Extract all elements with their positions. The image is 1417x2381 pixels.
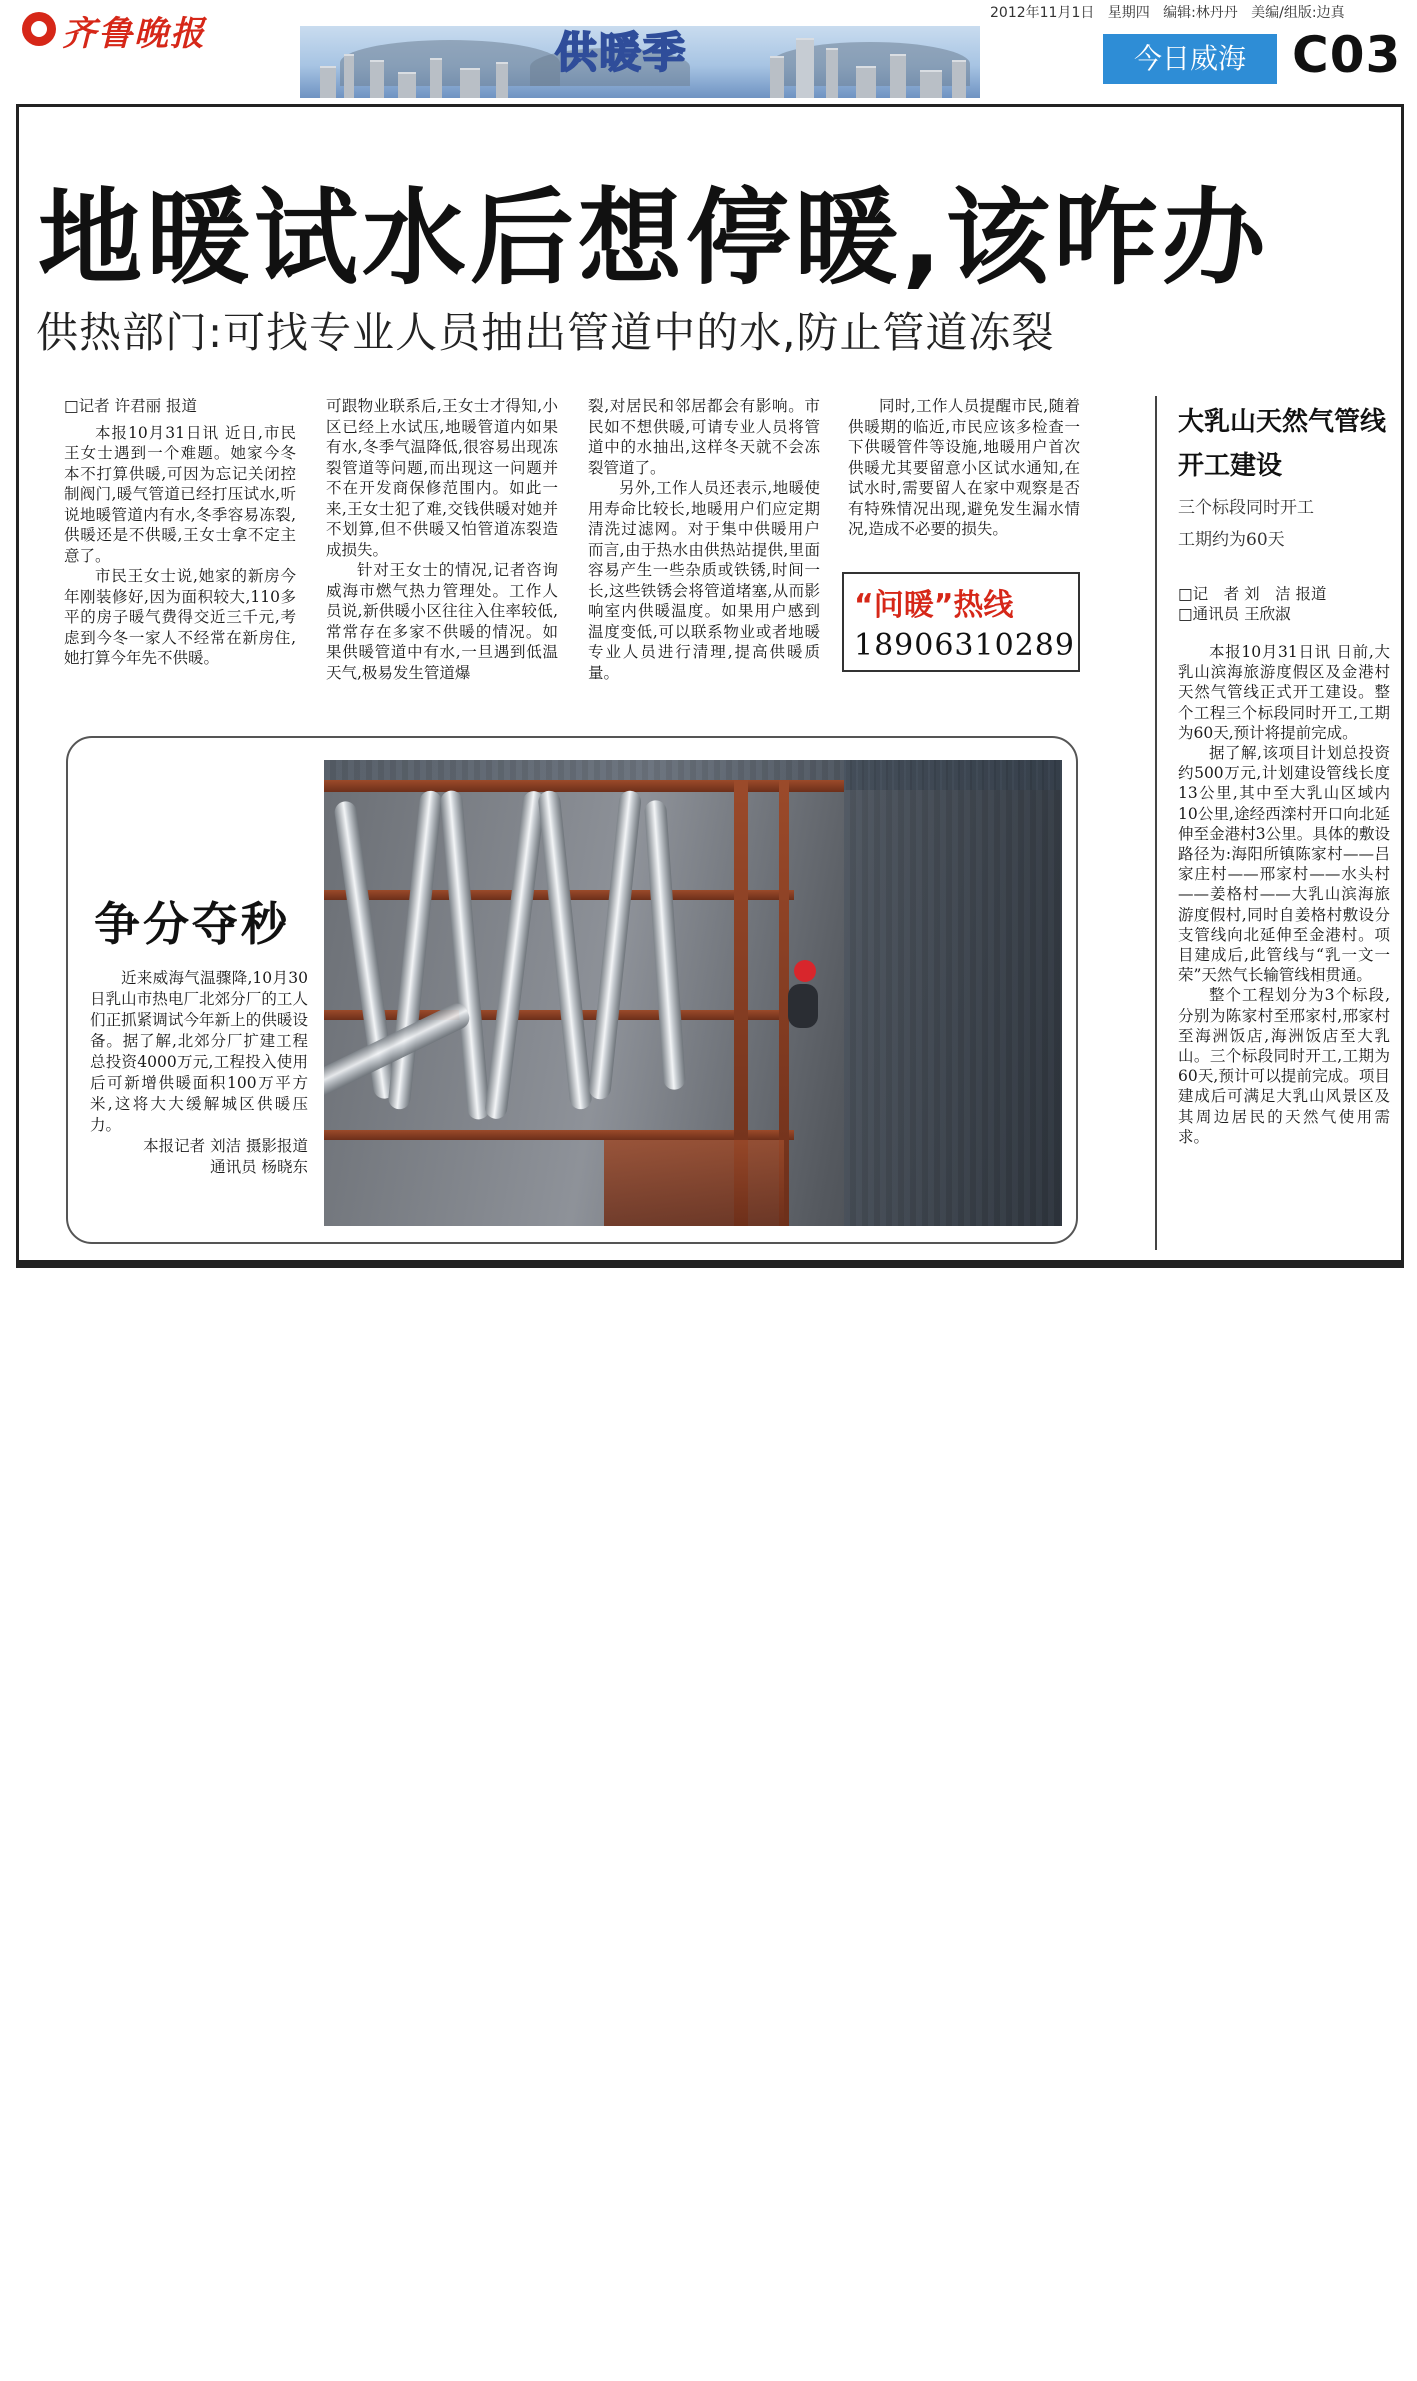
heating-season-logo: 供暖季 [555, 28, 688, 77]
page-title: 地暖试水后想停暖,该咋办 [38, 177, 1270, 299]
hotline-box [842, 572, 1080, 672]
article-column-4 [848, 396, 1080, 540]
editor-credit: 编辑:林丹丹 [1163, 5, 1238, 21]
hotline-number: 18906310289 [854, 628, 1075, 663]
sidebar-subheadline: 三个标段同时开工 工期约为60天 [1178, 498, 1314, 550]
article-paragraph: 另外,工作人员还表示,地暖使用寿命比较长,地暖用户们应定期清洗过滤网。对于集中供暖用户而言,由于热水由供热站提供,里面容易产生一些杂质或铁锈,时间一长,这些铁锈会将管道堵塞,从而影响室内供暖温度。如果用户感到温度变低,可以联系物业或者地暖专业人员进行清理,提高供暖质量。 [588, 479, 820, 682]
article-column-3 [588, 396, 820, 683]
article-paragraph: 据了解,该项目计划总投资约500万元,计划建设管线长度13公里,其中至大乳山区域内10公里,途经西滦村开口向北延伸至金港村3公里。具体的敷设路径为:海阳所镇陈家村——吕家庄村——邢家村——水头村——姜格村——大乳山滨海旅游度假村,同时自姜格村敷设分支管线向北延伸至金港村。项目建成后,此管线与“乳一文一荣”天然气长输管线相贯通。 [1178, 744, 1390, 985]
article-paragraph: 同时,工作人员提醒市民,随着供暖期的临近,市民应该多检查一下供暖管件等设施,地暖用户首次供暖尤其要留意小区试水通知,在试水时,需要留人在家中观察是否有特殊情况出现,避免发生漏水情况,造成不必要的损失。 [848, 397, 1080, 538]
article-column-1 [64, 396, 296, 669]
photo-caption: 近来威海气温骤降,10月30日乳山市热电厂北郊分厂的工人们正抓紧调试今年新上的供暖设备。据了解,北郊分厂扩建工程总投资4000万元,工程投入使用后可新增供暖面积100万平方米,这将大大缓解城区供暖压力。 本报记者 刘洁 摄影报道 通讯员 杨晓东 [90, 969, 308, 1176]
sidebar-headline: 大乳山天然气管线 开工建设 [1178, 407, 1387, 481]
page-number: C03 [1292, 26, 1402, 84]
hotline-title: “问暖”热线 [854, 588, 1014, 623]
section-name: 今日威海 [1103, 34, 1277, 84]
photo-story-title: 争分夺秒 [94, 897, 290, 951]
article-paragraph: 本报10月31日讯 日前,大乳山滨海旅游度假区及金港村天然气管线正式开工建设。整个工程三个标段同时开工,工期为60天,预计将提前完成。 [1178, 643, 1390, 742]
design-credit: 美编/组版:边真 [1251, 5, 1345, 21]
publication-date: 2012年11月1日 [990, 5, 1095, 21]
photo-credit: 通讯员 杨晓东 [210, 1158, 308, 1176]
article-paragraph: 本报10月31日讯 近日,市民王女士遇到一个难题。她家今冬本不打算供暖,可因为忘记关闭控制阀门,暖气管道已经打压试水,听说地暖管道内有水,冬季容易冻裂,供暖还是不供暖,王女士拿不定主意了。 [64, 423, 296, 565]
publication-info [990, 2, 1345, 22]
article-paragraph: 市民王女士说,她家的新房今年刚装修好,因为面积较大,110多平的房子暖气费得交近三千元,考虑到今冬一家人不经常在新房住,她打算今年先不供暖。 [64, 567, 296, 667]
newspaper-logo-icon [22, 12, 56, 46]
sidebar-byline: □记 者 刘 洁 报道 □通讯员 王欣淑 [1178, 585, 1327, 623]
article-paragraph: 可跟物业联系后,王女士才得知,小区已经上水试压,地暖管道内如果有水,冬季气温降低,很容易出现冻裂管道等问题,而出现这一问题并不在开发商保修范围内。如此一来,王女士犯了难,交钱供暖对她并不划算,但不供暖又怕管道冻裂造成损失。 [326, 397, 558, 559]
publication-weekday: 星期四 [1107, 5, 1150, 21]
article-column-2 [326, 396, 558, 683]
sidebar-article [1178, 642, 1390, 1147]
article-paragraph: 裂,对居民和邻居都会有影响。市民如不想供暖,可请专业人员将管道中的水抽出,这样冬天就不会冻裂管道了。 [588, 397, 820, 477]
photo-credit: 本报记者 刘洁 摄影报道 [143, 1137, 308, 1155]
article-paragraph: 针对王女士的情况,记者咨询威海市燃气热力管理处。工作人员说,新供暖小区往往入住率较低,常常存在多家不供暖的情况。如果供暖管道中有水,一旦遇到低温天气,极易发生管道爆 [326, 561, 558, 682]
news-photo [324, 760, 1062, 1226]
article-byline: □记者 许君丽 报道 [64, 397, 197, 415]
article-paragraph: 整个工程划分为3个标段,分别为陈家村至邢家村,邢家村至海洲饭店,海洲饭店至大乳山。三个标段同时开工,工期为60天,预计可以提前完成。项目建成后可满足大乳山风景区及其周边居民的天然气使用需求。 [1178, 986, 1390, 1146]
column-divider [1155, 396, 1157, 1250]
newspaper-logo-text: 齐鲁晚报 [62, 14, 206, 54]
page-subtitle: 供热部门:可找专业人员抽出管道中的水,防止管道冻裂 [36, 308, 1055, 357]
